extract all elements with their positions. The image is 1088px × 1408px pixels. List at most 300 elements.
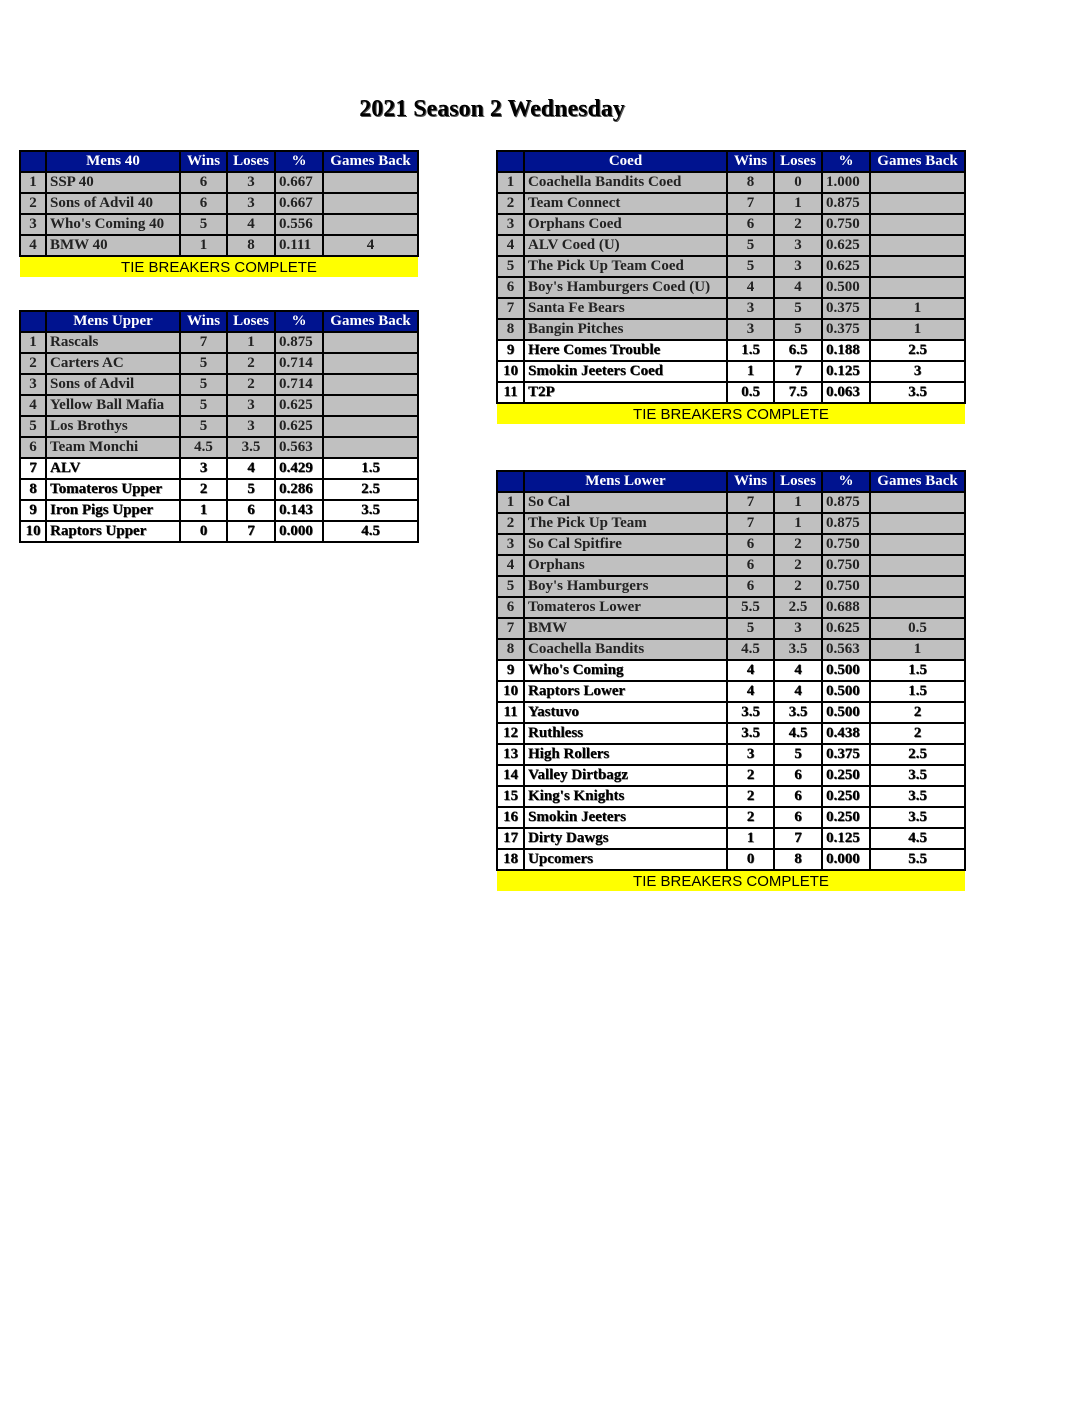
- loses-cell: 3.5: [227, 437, 275, 458]
- pct-cell: 0.125: [822, 361, 870, 382]
- team-name-cell: So Cal: [524, 492, 727, 513]
- rank-cell: 7: [497, 298, 524, 319]
- team-name-cell: Sons of Advil: [46, 374, 180, 395]
- loses-cell: 4: [774, 681, 822, 702]
- games-back-cell: 3.5: [870, 807, 965, 828]
- loses-cell: 3: [774, 618, 822, 639]
- loses-cell: 4: [774, 277, 822, 298]
- rank-cell: 18: [497, 849, 524, 870]
- games-back-cell: [870, 492, 965, 513]
- pct-cell: 0.875: [822, 492, 870, 513]
- team-name-cell: Coachella Bandits Coed: [524, 172, 727, 193]
- rank-cell: 1: [497, 172, 524, 193]
- loses-cell: 2: [227, 374, 275, 395]
- team-name-cell: Team Monchi: [46, 437, 180, 458]
- table-row: [20, 458, 418, 479]
- wins-cell: 6: [180, 172, 227, 193]
- games-back-cell: 3.5: [870, 786, 965, 807]
- mens-lower-standings-table: [496, 470, 966, 891]
- table-row: [497, 597, 965, 618]
- table-row: [497, 681, 965, 702]
- pct-cell: 0.125: [822, 828, 870, 849]
- wins-cell: 4.5: [727, 639, 774, 660]
- loses-header: Loses: [227, 151, 275, 172]
- wins-cell: 5: [727, 618, 774, 639]
- table-row: [20, 416, 418, 437]
- loses-header: Loses: [774, 471, 822, 492]
- pct-cell: 0.250: [822, 786, 870, 807]
- team-name-cell: Sons of Advil 40: [46, 193, 180, 214]
- rank-cell: 8: [497, 319, 524, 340]
- pct-cell: 0.500: [822, 681, 870, 702]
- team-name-cell: Ruthless: [524, 723, 727, 744]
- page-title: 2021 Season 2 Wednesday: [359, 96, 625, 122]
- table-row: [497, 807, 965, 828]
- wins-cell: 5.5: [727, 597, 774, 618]
- table-row: [497, 319, 965, 340]
- games-back-cell: 0.5: [870, 618, 965, 639]
- table-row: [497, 786, 965, 807]
- pct-cell: 0.625: [822, 618, 870, 639]
- team-name-cell: The Pick Up Team: [524, 513, 727, 534]
- table-row: [497, 214, 965, 235]
- rank-cell: 4: [20, 395, 46, 416]
- games-back-cell: [323, 214, 418, 235]
- games-back-cell: 2: [870, 723, 965, 744]
- pct-header: %: [275, 151, 323, 172]
- wins-cell: 3: [727, 319, 774, 340]
- wins-cell: 7: [180, 332, 227, 353]
- wins-cell: 6: [180, 193, 227, 214]
- loses-cell: 6: [774, 807, 822, 828]
- pct-cell: 0.063: [822, 382, 870, 403]
- pct-cell: 0.500: [822, 660, 870, 681]
- pct-cell: 0.000: [822, 849, 870, 870]
- pct-cell: 0.500: [822, 277, 870, 298]
- pct-cell: 0.667: [275, 172, 323, 193]
- division-header: Mens Upper: [46, 311, 180, 332]
- loses-cell: 4: [227, 214, 275, 235]
- pct-cell: 0.625: [822, 235, 870, 256]
- rank-cell: 6: [497, 277, 524, 298]
- team-name-cell: ALV: [46, 458, 180, 479]
- table-row: [497, 660, 965, 681]
- table-row: [497, 828, 965, 849]
- table-row: [497, 340, 965, 361]
- wins-cell: 1.5: [727, 340, 774, 361]
- team-name-cell: Orphans: [524, 555, 727, 576]
- team-name-cell: King's Knights: [524, 786, 727, 807]
- wins-cell: 3.5: [727, 723, 774, 744]
- rank-cell: 8: [20, 479, 46, 500]
- loses-cell: 1: [227, 332, 275, 353]
- table-row: [20, 353, 418, 374]
- games-back-cell: 2.5: [870, 340, 965, 361]
- pct-cell: 0.250: [822, 807, 870, 828]
- pct-cell: 0.563: [275, 437, 323, 458]
- rank-cell: 2: [497, 193, 524, 214]
- table-row: [20, 395, 418, 416]
- wins-cell: 5: [727, 256, 774, 277]
- table-row: [497, 277, 965, 298]
- rank-cell: 9: [20, 500, 46, 521]
- pct-header: %: [822, 151, 870, 172]
- pct-cell: 0.143: [275, 500, 323, 521]
- wins-cell: 2: [727, 786, 774, 807]
- rank-cell: 17: [497, 828, 524, 849]
- rank-cell: 11: [497, 382, 524, 403]
- table-row: [20, 214, 418, 235]
- pct-cell: 0.625: [275, 416, 323, 437]
- rank-cell: 8: [497, 639, 524, 660]
- games-back-cell: 2.5: [870, 744, 965, 765]
- loses-cell: 0: [774, 172, 822, 193]
- table-row: [497, 492, 965, 513]
- table-row: [20, 479, 418, 500]
- rank-cell: 3: [497, 214, 524, 235]
- loses-cell: 1: [774, 492, 822, 513]
- wins-cell: 4: [727, 660, 774, 681]
- wins-cell: 8: [727, 172, 774, 193]
- wins-cell: 7: [727, 513, 774, 534]
- loses-cell: 7.5: [774, 382, 822, 403]
- division-header: Mens 40: [46, 151, 180, 172]
- loses-cell: 3: [227, 416, 275, 437]
- team-name-cell: Tomateros Lower: [524, 597, 727, 618]
- team-name-cell: Coachella Bandits: [524, 639, 727, 660]
- games-back-cell: [323, 395, 418, 416]
- wins-cell: 5: [180, 395, 227, 416]
- wins-cell: 0: [180, 521, 227, 542]
- loses-cell: 8: [774, 849, 822, 870]
- pct-cell: 0.563: [822, 639, 870, 660]
- rank-cell: 3: [20, 374, 46, 395]
- wins-cell: 5: [180, 416, 227, 437]
- team-name-cell: Smokin Jeeters Coed: [524, 361, 727, 382]
- loses-cell: 2: [774, 534, 822, 555]
- team-name-cell: So Cal Spitfire: [524, 534, 727, 555]
- rank-cell: 10: [20, 521, 46, 542]
- pct-cell: 0.188: [822, 340, 870, 361]
- games-back-cell: [870, 193, 965, 214]
- wins-cell: 5: [727, 235, 774, 256]
- tie-breakers-note: TIE BREAKERS COMPLETE: [497, 403, 965, 424]
- team-name-cell: Los Brothys: [46, 416, 180, 437]
- games-back-cell: 4.5: [323, 521, 418, 542]
- games-back-cell: 1: [870, 639, 965, 660]
- rank-cell: 13: [497, 744, 524, 765]
- games-back-cell: [323, 437, 418, 458]
- team-name-cell: Boy's Hamburgers Coed (U): [524, 277, 727, 298]
- table-row: [20, 332, 418, 353]
- division-header: Mens Lower: [524, 471, 727, 492]
- loses-cell: 3.5: [774, 702, 822, 723]
- team-name-cell: Valley Dirtbagz: [524, 765, 727, 786]
- loses-cell: 2: [227, 353, 275, 374]
- rank-cell: 3: [20, 214, 46, 235]
- loses-cell: 4: [227, 458, 275, 479]
- team-name-cell: Yellow Ball Mafia: [46, 395, 180, 416]
- pct-cell: 0.625: [822, 256, 870, 277]
- loses-cell: 7: [227, 521, 275, 542]
- games-back-cell: [323, 193, 418, 214]
- rank-cell: 4: [497, 555, 524, 576]
- loses-cell: 2: [774, 214, 822, 235]
- wins-cell: 0.5: [727, 382, 774, 403]
- tie-breakers-note: TIE BREAKERS COMPLETE: [20, 256, 418, 277]
- tie-breakers-row: [497, 403, 965, 424]
- tie-breakers-note: TIE BREAKERS COMPLETE: [497, 870, 965, 891]
- games-back-cell: 3.5: [323, 500, 418, 521]
- loses-header: Loses: [774, 151, 822, 172]
- pct-header: %: [275, 311, 323, 332]
- loses-header: Loses: [227, 311, 275, 332]
- header-row: [497, 151, 965, 172]
- games-back-cell: [323, 374, 418, 395]
- games-back-cell: [323, 353, 418, 374]
- loses-cell: 3: [774, 256, 822, 277]
- wins-cell: 0: [727, 849, 774, 870]
- pct-cell: 0.000: [275, 521, 323, 542]
- games-back-cell: [870, 513, 965, 534]
- pct-cell: 0.875: [822, 193, 870, 214]
- table-row: [20, 193, 418, 214]
- pct-cell: 0.875: [275, 332, 323, 353]
- loses-cell: 8: [227, 235, 275, 256]
- wins-cell: 3: [727, 298, 774, 319]
- table-row: [20, 374, 418, 395]
- pct-cell: 0.438: [822, 723, 870, 744]
- rank-header: [20, 151, 46, 172]
- table-row: [497, 534, 965, 555]
- team-name-cell: Yastuvo: [524, 702, 727, 723]
- team-name-cell: The Pick Up Team Coed: [524, 256, 727, 277]
- pct-cell: 0.750: [822, 534, 870, 555]
- wins-cell: 7: [727, 492, 774, 513]
- games-back-header: Games Back: [870, 151, 965, 172]
- rank-cell: 4: [20, 235, 46, 256]
- pct-cell: 0.750: [822, 555, 870, 576]
- table-row: [497, 235, 965, 256]
- rank-cell: 10: [497, 681, 524, 702]
- wins-cell: 3: [727, 744, 774, 765]
- wins-header: Wins: [727, 151, 774, 172]
- table-row: [497, 256, 965, 277]
- loses-cell: 5: [774, 298, 822, 319]
- rank-cell: 15: [497, 786, 524, 807]
- pct-cell: 0.625: [275, 395, 323, 416]
- games-back-cell: 1.5: [870, 660, 965, 681]
- wins-cell: 1: [727, 361, 774, 382]
- loses-cell: 4: [774, 660, 822, 681]
- pct-cell: 0.250: [822, 765, 870, 786]
- loses-cell: 1: [774, 193, 822, 214]
- rank-cell: 9: [497, 340, 524, 361]
- games-back-cell: 3.5: [870, 382, 965, 403]
- wins-cell: 2: [727, 807, 774, 828]
- rank-cell: 2: [497, 513, 524, 534]
- team-name-cell: Santa Fe Bears: [524, 298, 727, 319]
- table-row: [20, 235, 418, 256]
- pct-cell: 0.111: [275, 235, 323, 256]
- games-back-cell: [870, 214, 965, 235]
- games-back-cell: 5.5: [870, 849, 965, 870]
- wins-cell: 5: [180, 353, 227, 374]
- wins-header: Wins: [727, 471, 774, 492]
- rank-cell: 9: [497, 660, 524, 681]
- wins-cell: 6: [727, 576, 774, 597]
- games-back-header: Games Back: [323, 311, 418, 332]
- rank-cell: 6: [497, 597, 524, 618]
- loses-cell: 6: [227, 500, 275, 521]
- team-name-cell: Dirty Dawgs: [524, 828, 727, 849]
- rank-cell: 5: [497, 576, 524, 597]
- pct-cell: 0.667: [275, 193, 323, 214]
- mens-40-standings-table: [19, 150, 419, 277]
- table-row: [497, 723, 965, 744]
- loses-cell: 7: [774, 361, 822, 382]
- games-back-cell: 1.5: [870, 681, 965, 702]
- loses-cell: 7: [774, 828, 822, 849]
- wins-cell: 2: [727, 765, 774, 786]
- table-row: [20, 521, 418, 542]
- rank-header: [497, 151, 524, 172]
- games-back-cell: [870, 172, 965, 193]
- games-back-cell: 2: [870, 702, 965, 723]
- table-row: [497, 555, 965, 576]
- loses-cell: 5: [227, 479, 275, 500]
- games-back-cell: [870, 576, 965, 597]
- games-back-cell: [870, 534, 965, 555]
- pct-cell: 0.750: [822, 214, 870, 235]
- rank-header: [497, 471, 524, 492]
- wins-cell: 5: [180, 374, 227, 395]
- division-header: Coed: [524, 151, 727, 172]
- header-row: [497, 471, 965, 492]
- pct-cell: 0.714: [275, 353, 323, 374]
- header-row: [20, 151, 418, 172]
- pct-header: %: [822, 471, 870, 492]
- games-back-cell: [870, 555, 965, 576]
- games-back-cell: [870, 597, 965, 618]
- loses-cell: 2: [774, 576, 822, 597]
- table-row: [497, 744, 965, 765]
- team-name-cell: Bangin Pitches: [524, 319, 727, 340]
- pct-cell: 0.375: [822, 744, 870, 765]
- team-name-cell: BMW: [524, 618, 727, 639]
- wins-cell: 1: [727, 828, 774, 849]
- table-row: [20, 172, 418, 193]
- mens-upper-standings-table: [19, 310, 419, 543]
- games-back-cell: 1: [870, 298, 965, 319]
- wins-cell: 4: [727, 277, 774, 298]
- games-back-cell: [870, 256, 965, 277]
- games-back-cell: [870, 235, 965, 256]
- table-row: [497, 849, 965, 870]
- table-row: [497, 193, 965, 214]
- team-name-cell: Carters AC: [46, 353, 180, 374]
- loses-cell: 3: [227, 395, 275, 416]
- games-back-header: Games Back: [323, 151, 418, 172]
- team-name-cell: Here Comes Trouble: [524, 340, 727, 361]
- header-row: [20, 311, 418, 332]
- rank-cell: 7: [497, 618, 524, 639]
- table-row: [20, 437, 418, 458]
- wins-cell: 1: [180, 235, 227, 256]
- team-name-cell: Who's Coming: [524, 660, 727, 681]
- pct-cell: 0.688: [822, 597, 870, 618]
- pct-cell: 0.375: [822, 298, 870, 319]
- loses-cell: 1: [774, 513, 822, 534]
- team-name-cell: BMW 40: [46, 235, 180, 256]
- games-back-cell: [323, 332, 418, 353]
- games-back-cell: 4: [323, 235, 418, 256]
- rank-cell: 1: [497, 492, 524, 513]
- pct-cell: 0.500: [822, 702, 870, 723]
- table-row: [497, 576, 965, 597]
- table-row: [497, 382, 965, 403]
- loses-cell: 3: [227, 172, 275, 193]
- loses-cell: 3: [774, 235, 822, 256]
- rank-cell: 12: [497, 723, 524, 744]
- rank-cell: 1: [20, 172, 46, 193]
- wins-cell: 6: [727, 534, 774, 555]
- team-name-cell: T2P: [524, 382, 727, 403]
- table-row: [497, 702, 965, 723]
- rank-cell: 4: [497, 235, 524, 256]
- pct-cell: 0.286: [275, 479, 323, 500]
- games-back-cell: [323, 172, 418, 193]
- wins-header: Wins: [180, 311, 227, 332]
- rank-cell: 11: [497, 702, 524, 723]
- wins-cell: 6: [727, 214, 774, 235]
- team-name-cell: SSP 40: [46, 172, 180, 193]
- wins-cell: 4: [727, 681, 774, 702]
- rank-cell: 5: [497, 256, 524, 277]
- games-back-cell: 3: [870, 361, 965, 382]
- rank-cell: 6: [20, 437, 46, 458]
- games-back-cell: 4.5: [870, 828, 965, 849]
- table-row: [497, 639, 965, 660]
- games-back-cell: [323, 416, 418, 437]
- tie-breakers-row: [20, 256, 418, 277]
- games-back-cell: [870, 277, 965, 298]
- coed-standings-table: [496, 150, 966, 424]
- rank-cell: 1: [20, 332, 46, 353]
- team-name-cell: Raptors Lower: [524, 681, 727, 702]
- wins-cell: 7: [727, 193, 774, 214]
- table-row: [497, 765, 965, 786]
- games-back-cell: 2.5: [323, 479, 418, 500]
- wins-cell: 4.5: [180, 437, 227, 458]
- pct-cell: 0.375: [822, 319, 870, 340]
- wins-cell: 1: [180, 500, 227, 521]
- team-name-cell: Boy's Hamburgers: [524, 576, 727, 597]
- table-row: [497, 298, 965, 319]
- team-name-cell: Tomateros Upper: [46, 479, 180, 500]
- loses-cell: 6: [774, 786, 822, 807]
- loses-cell: 5: [774, 319, 822, 340]
- wins-header: Wins: [180, 151, 227, 172]
- pct-cell: 0.750: [822, 576, 870, 597]
- wins-cell: 6: [727, 555, 774, 576]
- pct-cell: 0.556: [275, 214, 323, 235]
- tie-breakers-row: [497, 870, 965, 891]
- rank-cell: 10: [497, 361, 524, 382]
- loses-cell: 3: [227, 193, 275, 214]
- team-name-cell: High Rollers: [524, 744, 727, 765]
- table-row: [497, 361, 965, 382]
